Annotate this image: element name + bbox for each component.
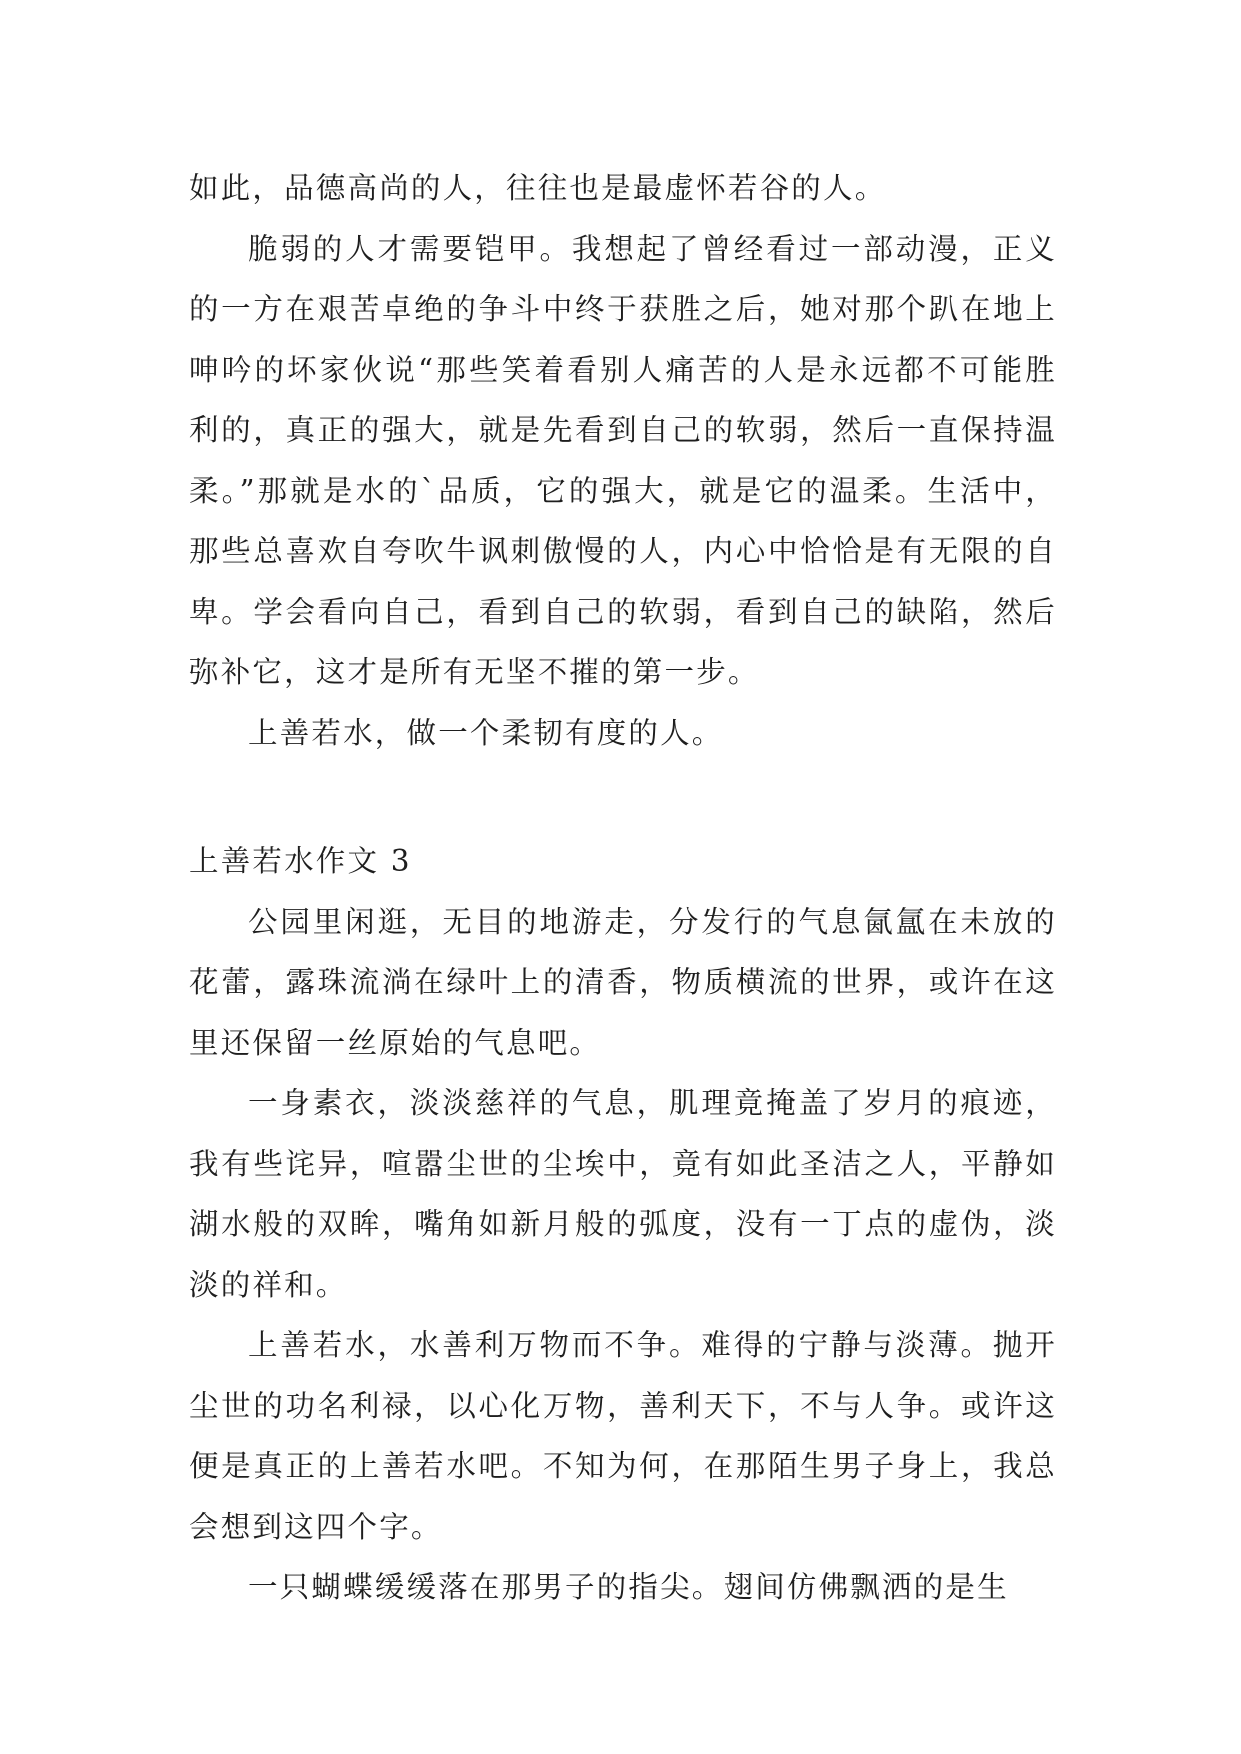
paragraph-5: 一身素衣，淡淡慈祥的气息，肌理竟掩盖了岁月的痕迹，我有些诧异，喧嚣尘世的尘埃中，竟有如此圣洁之人，平静如湖水般的双眸，嘴角如新月般的弧度，没有一丁点的虚伪，淡淡的祥和。 bbox=[189, 1086, 1057, 1302]
paragraph-4: 公园里闲逛，无目的地游走，分发行的气息氤氲在未放的花蕾，露珠流淌在绿叶上的清香，物质横流的世界，或许在这里还保留一丝原始的气息吧。 bbox=[189, 904, 1057, 1060]
section-title: 上善若水作文 3 bbox=[189, 844, 412, 878]
document-body bbox=[189, 158, 1057, 1618]
paragraph-2: 脆弱的人才需要铠甲。我想起了曾经看过一部动漫，正义的一方在艰苦卓绝的争斗中终于获胜之后，她对那个趴在地上呻吟的坏家伙说“那些笑着看别人痛苦的人是永远都不可能胜利的，真正的强大，就是先看到自己的软弱，然后一直保持温柔。”那就是水的`品质，它的强大，就是它的温柔。生活中，那些总喜欢自夸吹牛讽刺傲慢的人，内心中恰恰是有无限的自卑。学会看向自己，看到自己的软弱，看到自己的缺陷，然后弥补它，这才是所有无坚不摧的第一步。 bbox=[189, 231, 1057, 689]
paragraph-3: 上善若水，做一个柔韧有度的人。 bbox=[248, 715, 724, 750]
paragraph-7: 一只蝴蝶缓缓落在那男子的指尖。翅间仿佛飘洒的是生 bbox=[248, 1570, 1009, 1604]
paragraph-1: 如此，品德高尚的人，往往也是最虚怀若谷的人。 bbox=[189, 171, 887, 205]
paragraph-6: 上善若水，水善利万物而不争。难得的宁静与淡薄。抛开尘世的功名利禄，以心化万物，善利天下，不与人争。或许这便是真正的上善若水吧。不知为何，在那陌生男子身上，我总会想到这四个字。 bbox=[189, 1328, 1057, 1544]
